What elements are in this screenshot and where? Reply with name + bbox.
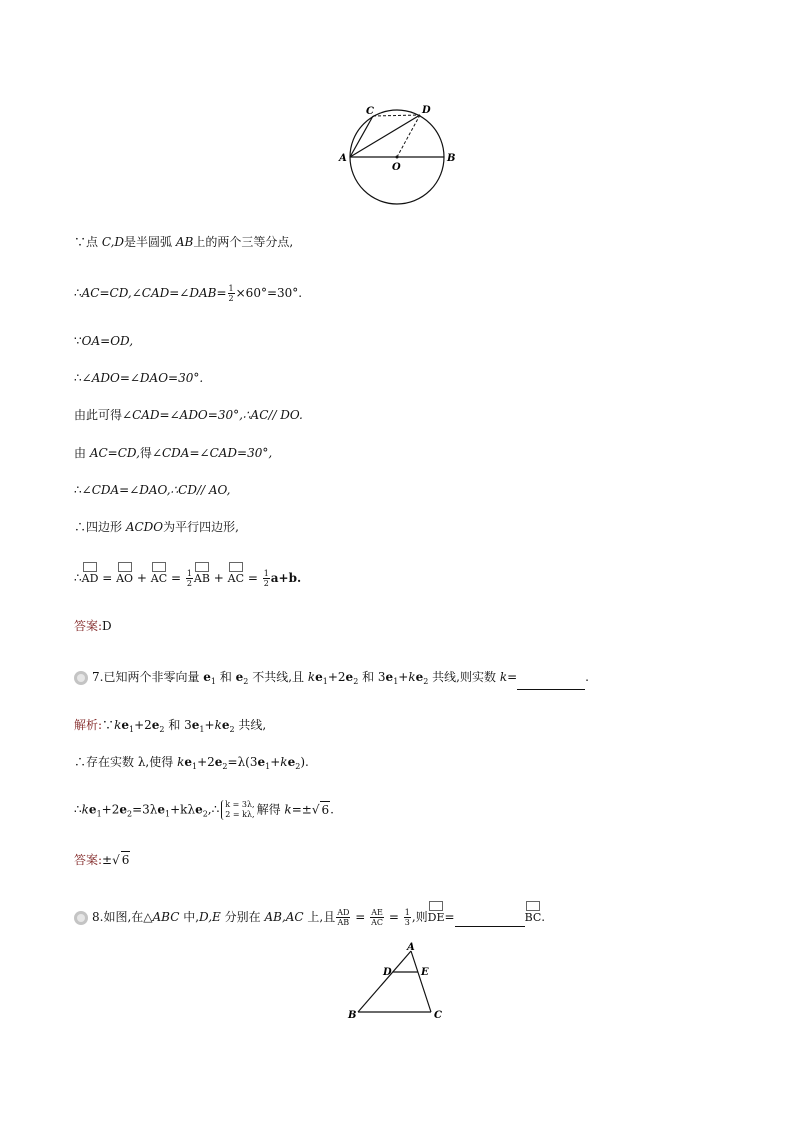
- label-B: B: [348, 1010, 357, 1021]
- answer-7: 答案:±√ 6: [74, 853, 130, 867]
- label-B: B: [447, 153, 456, 164]
- solution-7-line-2: ∴存在实数 λ,使得 $ke_1+2e_2=\lambda(3e_1+ke_2)$.: [74, 755, 309, 771]
- proof-line-8: ∴四边形 ACDO为平行四边形,: [74, 520, 239, 534]
- question-marker-icon: [74, 911, 88, 925]
- answer-blank-8[interactable]: [455, 914, 525, 927]
- circle-figure: [334, 98, 468, 210]
- solution-7-line-1: 解析$:\because ke_1+2e_2$ 和 $3e_1+ke_2$ 共线,: [74, 718, 267, 734]
- question-marker-icon: [74, 671, 88, 685]
- question-8: 8.如图,在△ABC 中,D,E 分别在 AB,AC 上,且 $\frac{AD}{AB}$ = $\frac{AE}{AC}$ = $\frac{1}{3}$ ,则DE= BC.: [74, 901, 545, 927]
- label-E: E: [421, 967, 429, 978]
- proof-line-2: ∴AC=CD,∠CAD=∠DAB= $\frac{1}{2}$ ×60°=30°.: [74, 284, 303, 303]
- proof-line-6: 由 AC=CD,得∠CDA=∠CAD=30°,: [74, 446, 273, 460]
- solution-7-line-3: $\therefore ke_1+2e_2=3\lambda e_1+k\lambda e_2,\therefore$ k = 3λ, 2 = kλ, 解得 k=±√ 6.: [74, 800, 334, 819]
- label-A: A: [339, 153, 347, 164]
- label-C: C: [434, 1010, 442, 1021]
- label-C: C: [366, 106, 374, 117]
- proof-line-1: ∵点 C,D是半圆弧 AB上的两个三等分点,: [74, 235, 294, 249]
- label-A: A: [407, 942, 415, 953]
- proof-line-5: 由此可得∠CAD=∠ADO=30°,∴AC// DO.: [74, 408, 303, 422]
- triangle-figure: [345, 942, 455, 1024]
- label-O: O: [392, 162, 401, 173]
- proof-line-7: ∴∠CDA=∠DAO,∴CD// AO,: [74, 483, 231, 497]
- answer-blank-7[interactable]: [517, 677, 585, 690]
- proof-line-3: ∵OA=OD,: [74, 334, 134, 348]
- label-D: D: [383, 967, 392, 978]
- answer-6: 答案:D: [74, 619, 112, 633]
- question-7: 7.已知两个非零向量 $e_1$ 和 $e_2$ 不共线,且 $ke_1+2e_2$ 和 $3e_1+ke_2$ 共线,则实数 k= .: [74, 669, 589, 690]
- proof-line-9: ∴AD = AO + AC = $\frac{1}{2}$ AB + AC = $\frac{1}{2}$ a+b.: [74, 562, 301, 588]
- proof-line-4: ∴∠ADO=∠DAO=30°.: [74, 371, 204, 385]
- label-D: D: [422, 105, 431, 116]
